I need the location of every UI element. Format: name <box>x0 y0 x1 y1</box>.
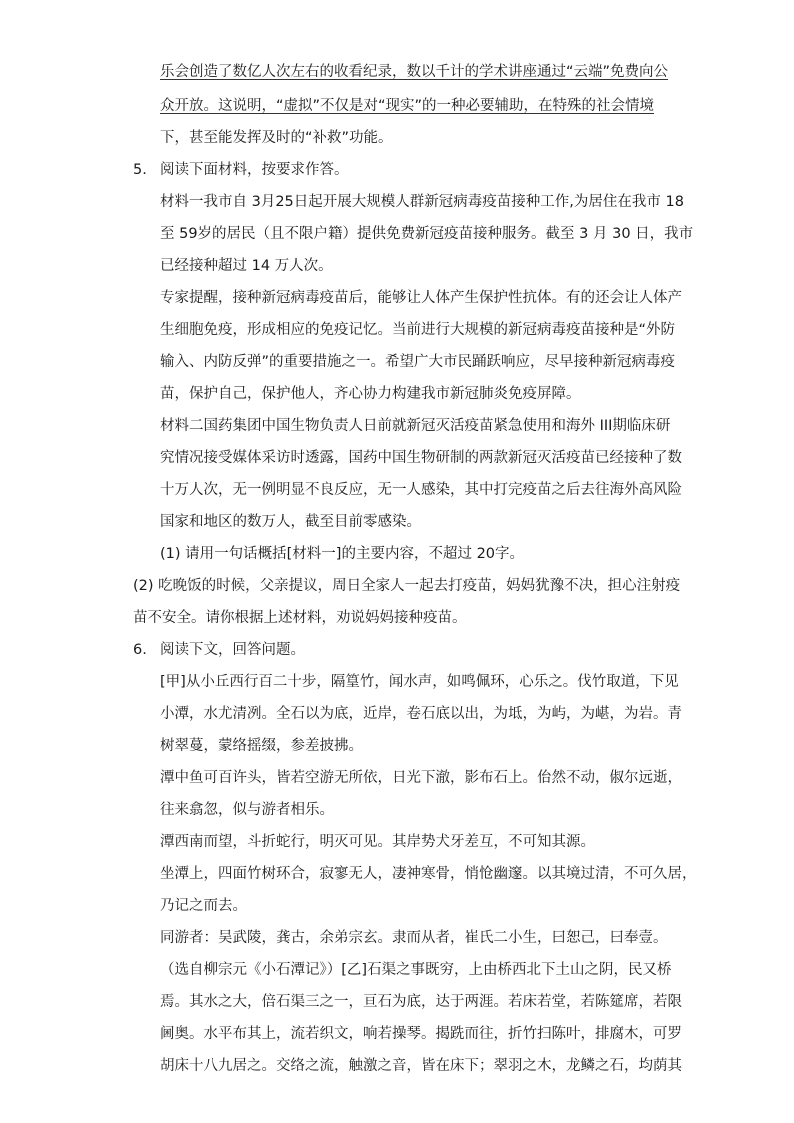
text-line: 坐潭上，四面竹树环合，寂寥无人，凄神寒骨，悄怆幽邃。以其境过清，不可久居， <box>160 866 697 882</box>
text-line: 至 59岁的居民（且不限户籍）提供免费新冠疫苗接种服务。截至 3 月 30 日，我市 <box>160 226 694 242</box>
text-line: 同游者：吴武陵，龚古，余弟宗玄。隶而从者，崔氏二小生，曰恕己，曰奉壹。 <box>160 930 668 946</box>
text-line: 输入、内防反弹”的重要措施之一。希望广大市民踊跃响应，尽早接种新冠病毒疫 <box>160 354 676 370</box>
text-line: 苗不安全。请你根据上述材料，劝说妈妈接种疫苗。 <box>133 610 467 626</box>
text-line: 材料一我市自 3月25日起开展大规模人群新冠病毒疫苗接种工作,为居住在我市 18 <box>160 194 684 210</box>
question-stem: 阅读下文，回答问题。 <box>160 642 305 658</box>
text-line: 焉。其水之大，倍石渠三之一，亘石为底，达于两涯。若床若堂，若陈筵席，若限 <box>160 994 682 1010</box>
text-line: 乐会创造了数亿人次左右的收看纪录，数以千计的学术讲座通过“云端”免费向公 <box>160 64 669 80</box>
text-line: 阃奥。水平布其上，流若织文，响若操琴。揭跣而往，折竹扫陈叶，排腐木，可罗 <box>160 1026 682 1042</box>
text-line: （选自柳宗元《小石潭记》）[乙]石渠之事既穷，上由桥西北下土山之阴，民又桥 <box>160 962 672 978</box>
text-line: 苗，保护自己，保护他人，齐心协力构建我市新冠肺炎免疫屏障。 <box>160 386 581 402</box>
text-line: 乃记之而去。 <box>160 898 247 914</box>
text-line: 树翠蔓，蒙络摇缀，参差披拂。 <box>160 738 363 754</box>
text-line: 众开放。这说明，“虚拟”不仅是对“现实”的一种必要辅助，在特殊的社会情境 <box>160 98 655 114</box>
text-line: 材料二国药集团中国生物负责人日前就新冠灭活疫苗紧急使用和海外 III期临床研 <box>160 418 671 434</box>
question-stem: 阅读下面材料，按要求作答。 <box>160 162 349 178</box>
text-line: 潭中鱼可百许头，皆若空游无所依，日光下澈，影布石上。佁然不动，俶尔远逝， <box>160 770 682 786</box>
text-line: 究情况接受媒体采访时透露，国药中国生物研制的两款新冠灭活疫苗已经接种了数 <box>160 450 682 466</box>
text-line: 胡床十八九居之。交络之流，触激之音，皆在床下；翠羽之木，龙鳞之石，均荫其 <box>160 1058 682 1074</box>
text-line: 国家和地区的数万人，截至目前零感染。 <box>160 514 421 530</box>
text-line: 往来翕忽，似与游者相乐。 <box>160 802 334 818</box>
text-line: 十万人次，无一例明显不良反应，无一人感染，其中打完疫苗之后去往海外高风险 <box>160 482 682 498</box>
text-line: 专家提醒，接种新冠病毒疫苗后，能够让人体产生保护性抗体。有的还会让人体产 <box>160 290 682 306</box>
text-line: 潭西南而望，斗折蛇行，明灭可见。其岸势犬牙差互，不可知其源。 <box>160 834 595 850</box>
text-line: 生细胞免疫，形成相应的免疫记忆。当前进行大规模的新冠病毒疫苗接种是“外防 <box>160 322 676 338</box>
sub-question: (2) 吃晚饭的时候，父亲提议，周日全家人一起去打疫苗，妈妈犹豫不决，担心注射疫 <box>133 578 681 594</box>
text-line: 下，甚至能发挥及时的“补救”功能。 <box>160 130 393 146</box>
text-line: 已经接种超过 14 万人次。 <box>160 258 333 274</box>
question-number: 5. <box>133 162 147 178</box>
text-line: 小潭，水尤清冽。全石以为底，近岸，卷石底以出，为坻，为屿，为嵁，为岩。青 <box>160 706 682 722</box>
text-line: [甲]从小丘西行百二十步，隔篁竹，闻水声，如鸣佩环，心乐之。伐竹取道，下见 <box>160 674 679 690</box>
question-number: 6. <box>133 642 147 658</box>
sub-question: (1) 请用一句话概括[材料一]的主要内容，不超过 20字。 <box>160 546 525 562</box>
